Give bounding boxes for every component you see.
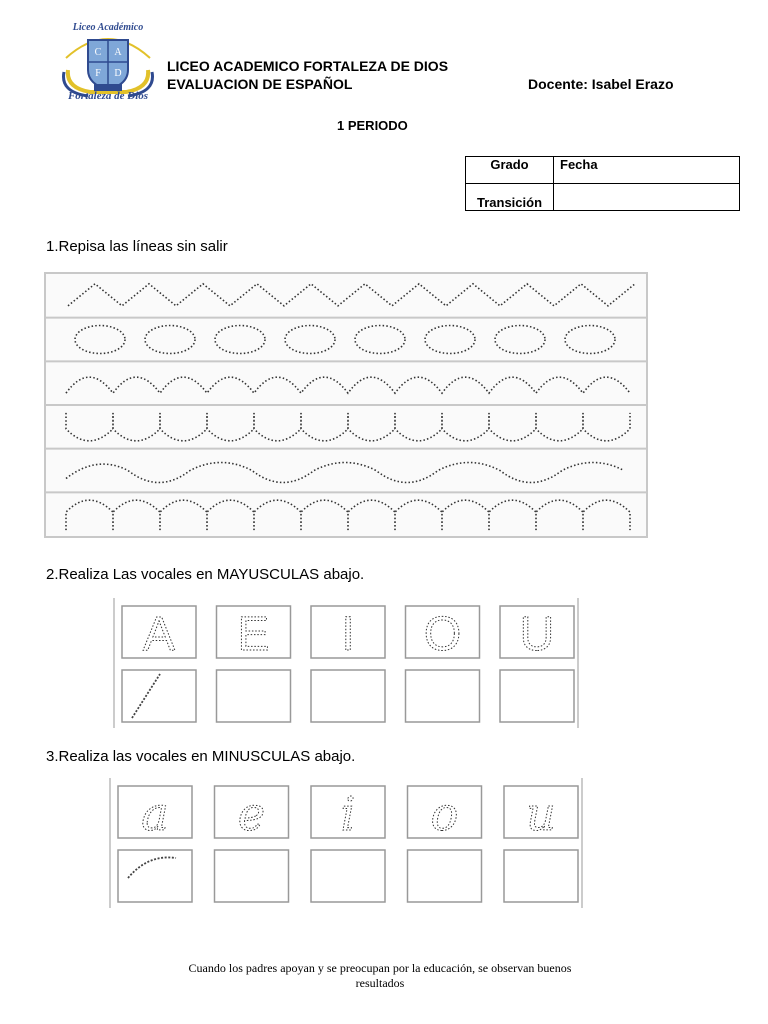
logo-bottom-text: Fortaleza de Dios xyxy=(67,90,149,102)
uppercase-model-letter: E xyxy=(237,608,270,661)
uppercase-model-E xyxy=(217,606,291,661)
lowercase-model-letter: e xyxy=(237,787,266,841)
circles-row xyxy=(46,318,646,354)
logo-arc-text: Liceo Académico xyxy=(72,22,144,33)
uppercase-model-I xyxy=(311,606,385,661)
footer-quote xyxy=(100,961,660,991)
tracing-lines-panel xyxy=(44,272,648,538)
uppercase-model-letter: I xyxy=(341,608,355,661)
tracing-lines-drawing xyxy=(46,274,646,536)
lowercase-model-letter: o xyxy=(430,787,459,841)
zigzag-row xyxy=(68,284,635,306)
school-name: LICEO ACADEMICO FORTALEZA DE DIOS xyxy=(167,58,449,74)
fecha-value-field[interactable] xyxy=(554,184,740,211)
uppercase-practice-box-I[interactable] xyxy=(311,670,385,722)
lowercase-model-letter: i xyxy=(340,787,356,841)
student-info-table xyxy=(465,156,740,211)
uppercase-model-A xyxy=(122,606,196,661)
n-arches-row xyxy=(46,492,646,530)
svg-text:D: D xyxy=(114,68,122,79)
lowercase-practice-box-u[interactable] xyxy=(504,850,578,902)
lowercase-vowels-drawing xyxy=(104,778,588,910)
lowercase-practice-box-i[interactable] xyxy=(311,850,385,902)
teacher-name: Docente: Isabel Erazo xyxy=(528,76,674,92)
lowercase-vowels-panel xyxy=(104,778,588,910)
exercise-2-instruction: 2.Realiza Las vocales en MAYUSCULAS abajo. xyxy=(46,566,365,583)
u-cups-row xyxy=(46,405,646,441)
fecha-label: Fecha xyxy=(554,157,740,184)
lowercase-model-letter: u xyxy=(526,787,556,841)
uppercase-model-O xyxy=(406,606,480,661)
exercise-1-instruction: 1.Repisa las líneas sin salir xyxy=(46,238,228,255)
lowercase-practice-box-o[interactable] xyxy=(408,850,482,902)
uppercase-model-letter: O xyxy=(423,608,462,661)
svg-text:F: F xyxy=(95,68,101,79)
uppercase-model-letter: A xyxy=(142,608,176,661)
uppercase-practice-box-U[interactable] xyxy=(500,670,574,722)
lowercase-model-e xyxy=(215,786,289,841)
grado-value: Transición xyxy=(466,184,554,211)
footer-line-2: resultados xyxy=(355,976,405,990)
uppercase-model-U xyxy=(500,606,574,661)
grado-label: Grado xyxy=(466,157,554,184)
uppercase-practice-box-A[interactable] xyxy=(122,670,196,722)
svg-text:A: A xyxy=(114,47,122,58)
exercise-3-instruction: 3.Realiza las vocales en MINUSCULAS abajo. xyxy=(46,748,356,765)
uppercase-practice-box-E[interactable] xyxy=(217,670,291,722)
lowercase-model-o xyxy=(408,786,482,841)
lowercase-practice-box-e[interactable] xyxy=(215,850,289,902)
uppercase-vowels-panel xyxy=(108,598,584,732)
svg-text:C: C xyxy=(94,47,102,58)
uppercase-practice-box-O[interactable] xyxy=(406,670,480,722)
arches-row xyxy=(46,361,646,393)
lowercase-model-u xyxy=(504,786,578,841)
subject-title: EVALUACION DE ESPAÑOL xyxy=(167,76,353,92)
lowercase-model-a xyxy=(118,786,192,841)
lowercase-model-letter: a xyxy=(141,787,169,841)
lowercase-practice-box-a[interactable] xyxy=(118,850,192,902)
school-logo xyxy=(58,22,158,104)
period-label: 1 PERIODO xyxy=(337,118,408,133)
footer-line-1: Cuando los padres apoyan y se preocupan por la educación, se observan buenos xyxy=(188,961,572,975)
uppercase-model-letter: U xyxy=(519,608,555,661)
waves-row xyxy=(46,449,646,483)
lowercase-model-i xyxy=(311,786,385,841)
uppercase-vowels-drawing xyxy=(108,598,584,732)
